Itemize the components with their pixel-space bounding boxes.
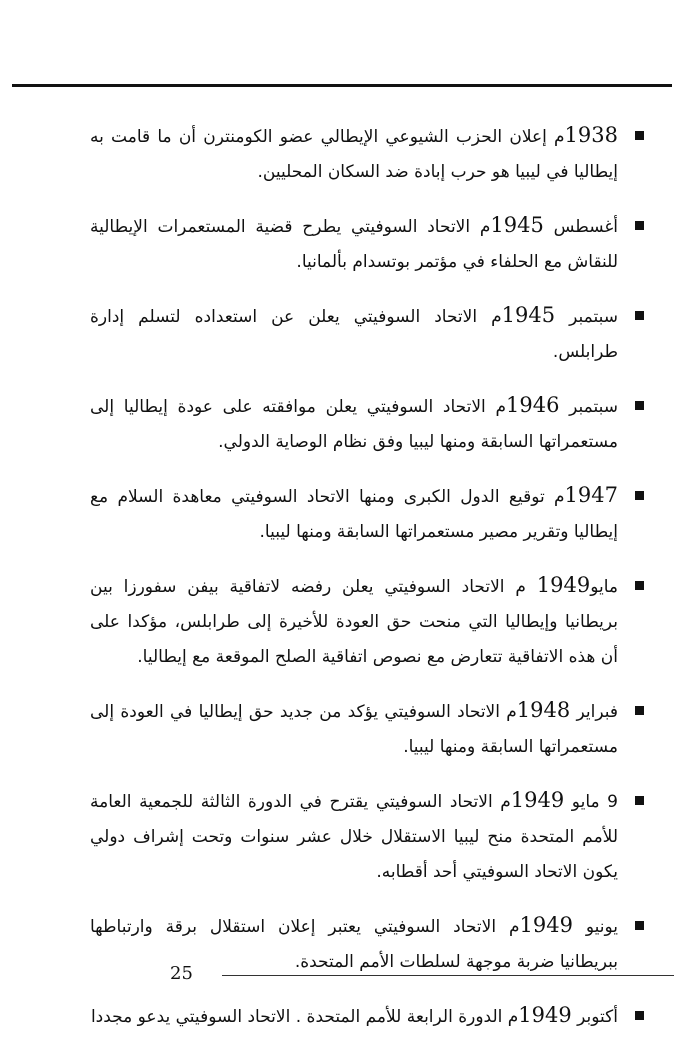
entry-year: 1946 — [506, 393, 560, 417]
entry-date-prefix: 9 مايو — [564, 792, 618, 812]
entry-text: م إعلان الحزب الشيوعي الإيطالي عضو الكومنترن أن ما قامت به إيطاليا في ليبيا هو حرب إبادة ضد السكان المحليين. — [90, 127, 618, 182]
entry-date-prefix: يونيو — [572, 917, 618, 937]
entry-date-prefix: سبتمبر — [555, 307, 618, 327]
timeline-entry-1 — [90, 118, 630, 190]
timeline-entry-2 — [90, 208, 630, 280]
entry-text: م الاتحاد السوفيتي يعتبر إعلان استقلال برقة وارتباطها ببريطانيا ضربة موجهة لسلطات الأمم المتحدة. — [90, 917, 618, 972]
timeline-entry-3 — [90, 298, 630, 370]
entry-year: 1949 — [519, 913, 573, 937]
square-bullet-icon — [635, 706, 644, 715]
entry-year: 1945 — [490, 213, 544, 237]
entry-text: م الاتحاد السوفيتي يقترح في الدورة الثالثة للجمعية العامة للأمم المتحدة منح ليبيا الاستقلال خلال عشر سنوات وتحت إشراف دولي يكون الاتحاد السوفيتي أحد أقطابه. — [90, 792, 618, 882]
entry-year: 1948 — [516, 698, 571, 722]
entry-date-prefix: أكتوبر — [571, 1007, 618, 1027]
entry-date-prefix: أغسطس — [543, 217, 619, 237]
entry-year: 1945 — [501, 303, 556, 327]
entry-date-prefix: مايو — [590, 577, 618, 597]
entry-text: م توقيع الدول الكبرى ومنها الاتحاد السوفيتي معاهدة السلام مع إيطاليا وتقرير مصير مستعمراتها السابقة ومنها ليبيا. — [90, 487, 618, 542]
square-bullet-icon — [635, 311, 644, 320]
footer-rule — [222, 975, 674, 976]
entry-year: 1949 — [536, 573, 591, 597]
square-bullet-icon — [635, 131, 644, 140]
square-bullet-icon — [635, 796, 644, 805]
entry-year: 1938 — [564, 123, 618, 147]
timeline-entry-6 — [90, 568, 630, 675]
timeline-entry-4 — [90, 388, 630, 460]
entry-text: م الاتحاد السوفيتي يؤكد من جديد حق إيطاليا في العودة إلى مستعمراتها السابقة ومنها ليبيا. — [90, 702, 618, 757]
timeline-entry-8 — [90, 783, 630, 890]
square-bullet-icon — [635, 221, 644, 230]
square-bullet-icon — [635, 921, 644, 930]
square-bullet-icon — [635, 1011, 644, 1020]
entry-text: م الاتحاد السوفيتي يطرح قضية المستعمرات الإيطالية للنقاش مع الحلفاء في مؤتمر بوتسدام بألمانيا. — [90, 217, 618, 272]
timeline-list — [90, 118, 630, 1053]
entry-text: م الدورة الرابعة للأمم المتحدة . الاتحاد السوفيتي يدعو مجددا — [90, 1007, 519, 1027]
entry-year: 1949 — [518, 1003, 572, 1027]
entry-date-prefix: فبراير — [570, 702, 619, 722]
square-bullet-icon — [635, 581, 644, 590]
entry-year: 1949 — [510, 788, 565, 812]
header-rule — [12, 84, 672, 87]
entry-year: 1947 — [564, 483, 618, 507]
square-bullet-icon — [635, 401, 644, 410]
timeline-entry-5 — [90, 478, 630, 550]
page-number: 25 — [170, 963, 193, 984]
entry-text: م الاتحاد السوفيتي يعلن موافقته على عودة إيطاليا إلى مستعمراتها السابقة ومنها ليبيا وفق نظام الوصاية الدولي. — [90, 397, 618, 452]
square-bullet-icon — [635, 491, 644, 500]
timeline-entry-7 — [90, 693, 630, 765]
entry-text: م الاتحاد السوفيتي يعلن عن استعداده لتسلم إدارة طرابلس. — [90, 307, 618, 362]
timeline-entry-10 — [90, 998, 630, 1035]
entry-text: م الاتحاد السوفيتي يعلن رفضه لاتفاقية بيفن سفورزا بين بريطانيا وإيطاليا التي منحت حق العودة للأخيرة إلى طرابلس، مؤكدا على أن هذه الاتفاقية تتعارض مع نصوص اتفاقية الصلح الموقعة مع إيطاليا. — [90, 577, 618, 667]
entry-date-prefix: سبتمبر — [559, 397, 618, 417]
